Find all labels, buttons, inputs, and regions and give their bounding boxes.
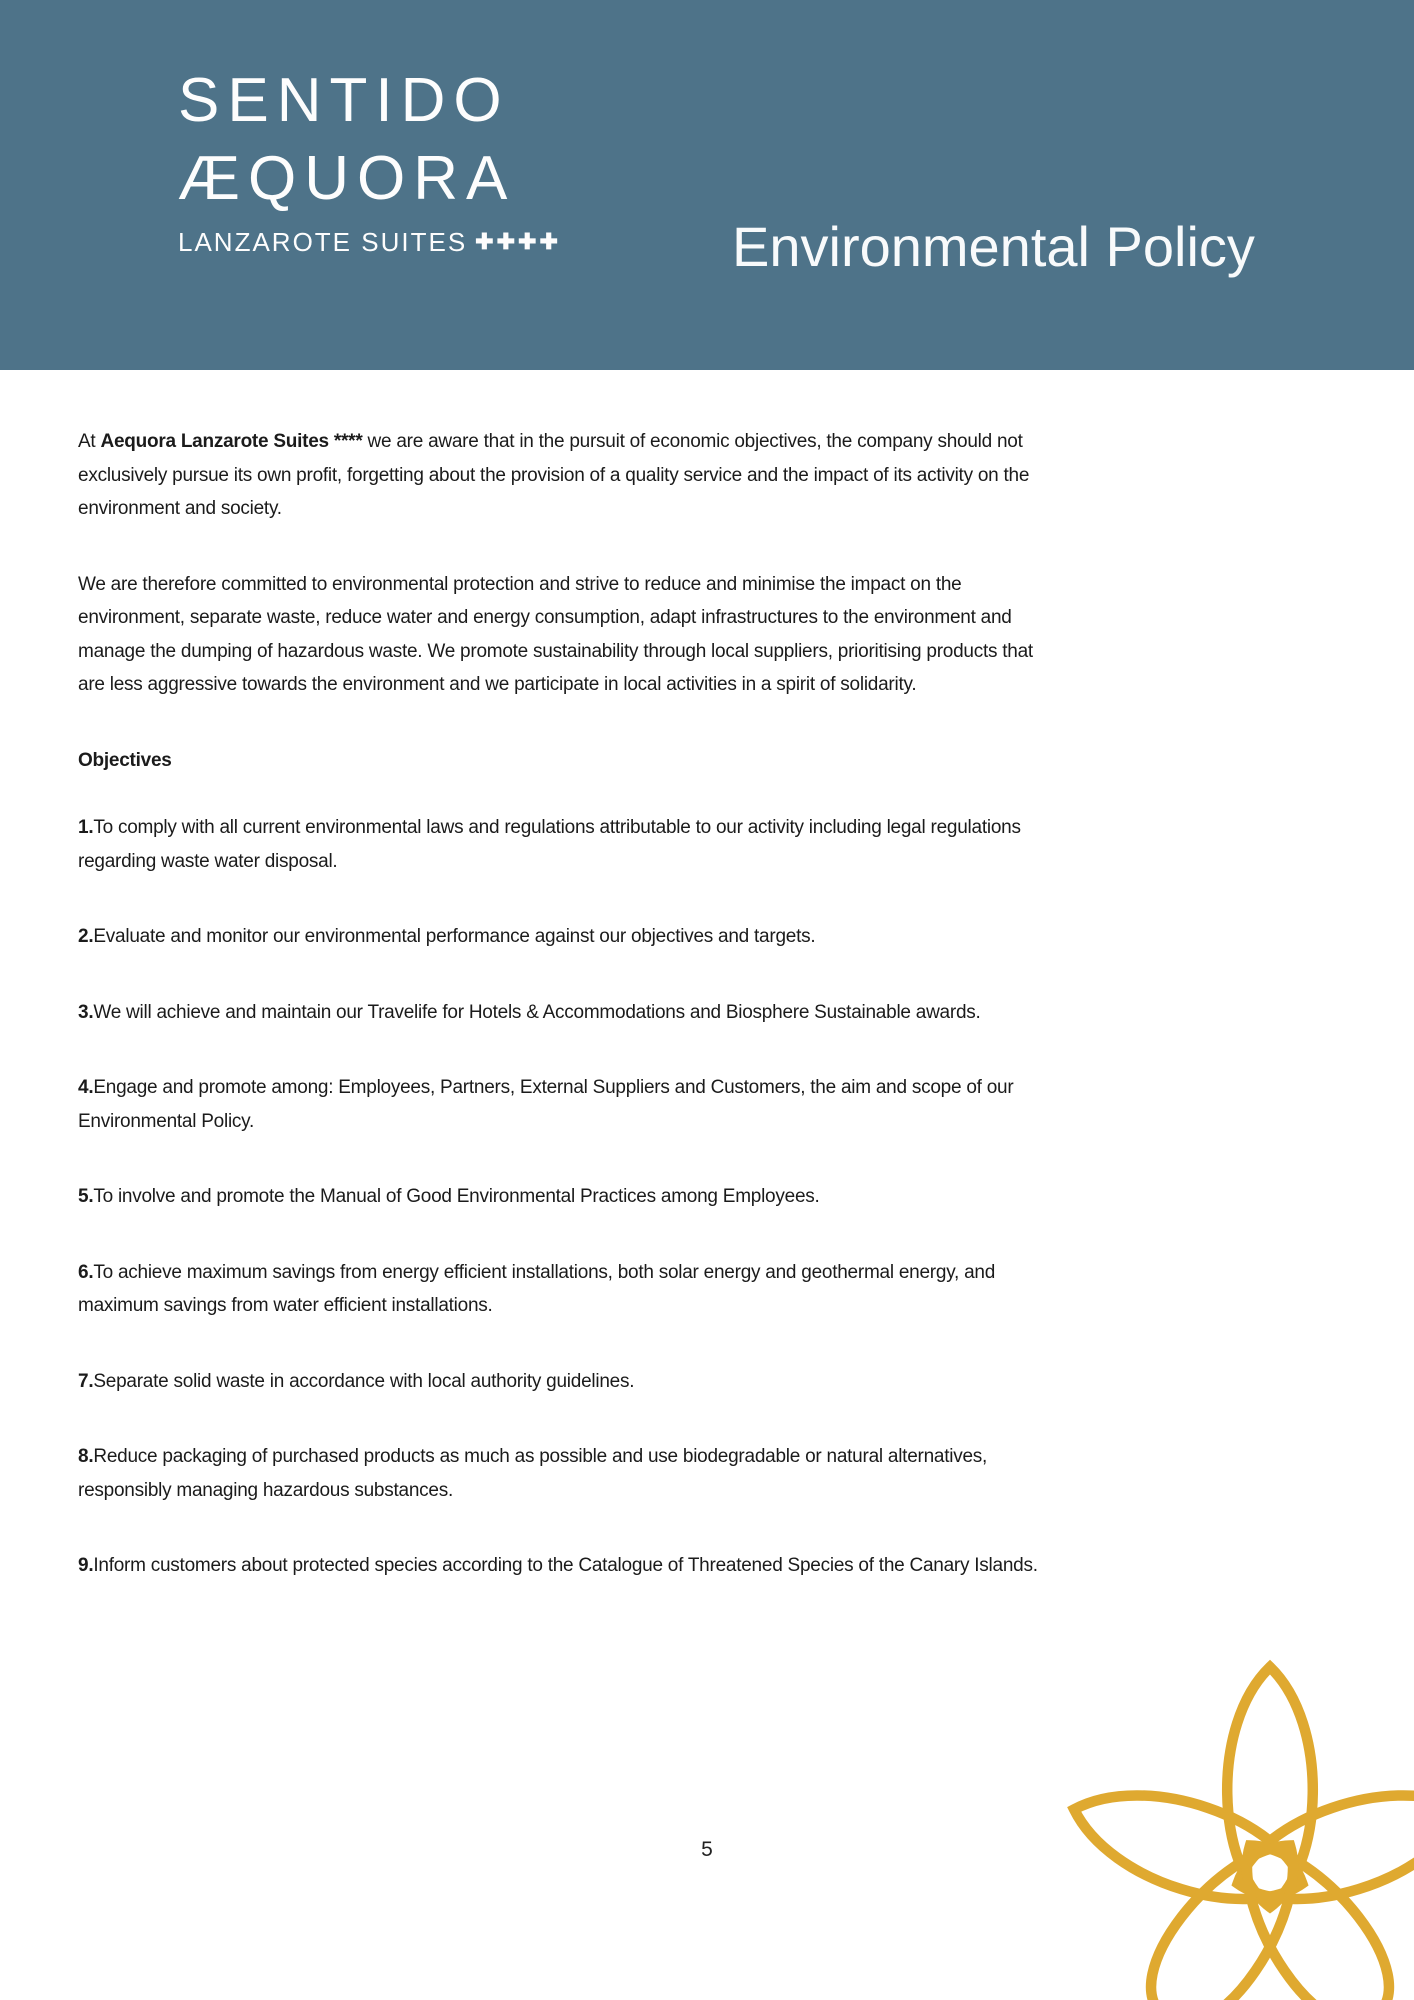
intro-p1-prefix: At (78, 431, 101, 452)
page-number: 5 (701, 1838, 713, 1861)
logo-hotel-name: ÆQUORA (178, 144, 516, 213)
logo-subtitle (178, 228, 561, 256)
intro-paragraph-1 (78, 425, 1040, 526)
logo-brand-name: SENTIDO (178, 66, 510, 135)
objective-number: 7. (78, 1370, 94, 1392)
objective-text: To involve and promote the Manual of Good Environmental Practices among Employees. (93, 1186, 820, 1207)
objective-number: 6. (78, 1261, 94, 1283)
flower-petals-icon (970, 1573, 1414, 2000)
objective-item (78, 1365, 1040, 1399)
document-body (78, 425, 1040, 1625)
page-title: Environmental Policy (732, 215, 1255, 278)
intro-p1-rest: we are aware that in the pursuit of economic objectives, the company should not exclusively pursue its own profit, forgetting about the provision of a quality service and the impact of its activity on the environment and society. (78, 431, 1030, 519)
objective-text: Separate solid waste in accordance with local authority guidelines. (93, 1370, 635, 1392)
objective-text: To achieve maximum savings from energy efficient installations, both solar energy and geothermal energy, and maximum savings from water efficient installations. (78, 1261, 996, 1316)
objective-text: We will achieve and maintain our Travelife for Hotels & Accommodations and Biosphere Sustainable awards. (93, 1001, 981, 1023)
intro-paragraph-2: We are therefore committed to environmental protection and strive to reduce and minimise the impact on the environment, separate waste, reduce water and energy consumption, adapt infrastructures to the environment and manage the dumping of hazardous waste. We promote sustainability through local suppliers, prioritising products that are less aggressive towards the environment and we participate in local activities in a spirit of solidarity. (78, 573, 1033, 695)
objective-number: 5. (78, 1186, 94, 1207)
objective-text: Reduce packaging of purchased products as much as possible and use biodegradable or natural alternatives, responsibly managing hazardous substances. (78, 1446, 988, 1501)
objective-number: 8. (78, 1446, 94, 1467)
objective-number: 9. (78, 1555, 94, 1576)
hotel-logo (178, 68, 561, 256)
objective-item (78, 920, 1040, 954)
objective-number: 4. (78, 1077, 94, 1098)
objective-item (78, 1549, 1040, 1583)
objective-item (78, 1440, 1040, 1507)
objective-number: 3. (78, 1001, 94, 1023)
objective-number: 1. (78, 817, 94, 838)
objective-number: 2. (78, 926, 94, 947)
objective-item (78, 1071, 1040, 1138)
objective-text: Engage and promote among: Employees, Partners, External Suppliers and Customers, the aim and scope of our Environmental Policy. (78, 1077, 1014, 1132)
objectives-heading: Objectives (78, 749, 172, 771)
objective-text: Inform customers about protected species according to the Catalogue of Threatened Species of the Canary Islands. (93, 1555, 1038, 1576)
header-banner (0, 0, 1414, 370)
four-stars-icon: ✚✚✚✚ (475, 229, 561, 254)
objective-item (78, 811, 1040, 878)
objective-item (78, 1256, 1040, 1323)
objective-text: Evaluate and monitor our environmental performance against our objectives and targets. (93, 926, 816, 947)
objective-item (78, 996, 1040, 1030)
objective-text: To comply with all current environmental laws and regulations attributable to our activity including legal regulations regarding waste water disposal. (78, 817, 1021, 872)
objective-item (78, 1180, 1040, 1214)
intro-p1-hotel-name: Aequora Lanzarote Suites **** (100, 431, 363, 452)
logo-subtitle-text: LANZAROTE SUITES (178, 227, 468, 257)
